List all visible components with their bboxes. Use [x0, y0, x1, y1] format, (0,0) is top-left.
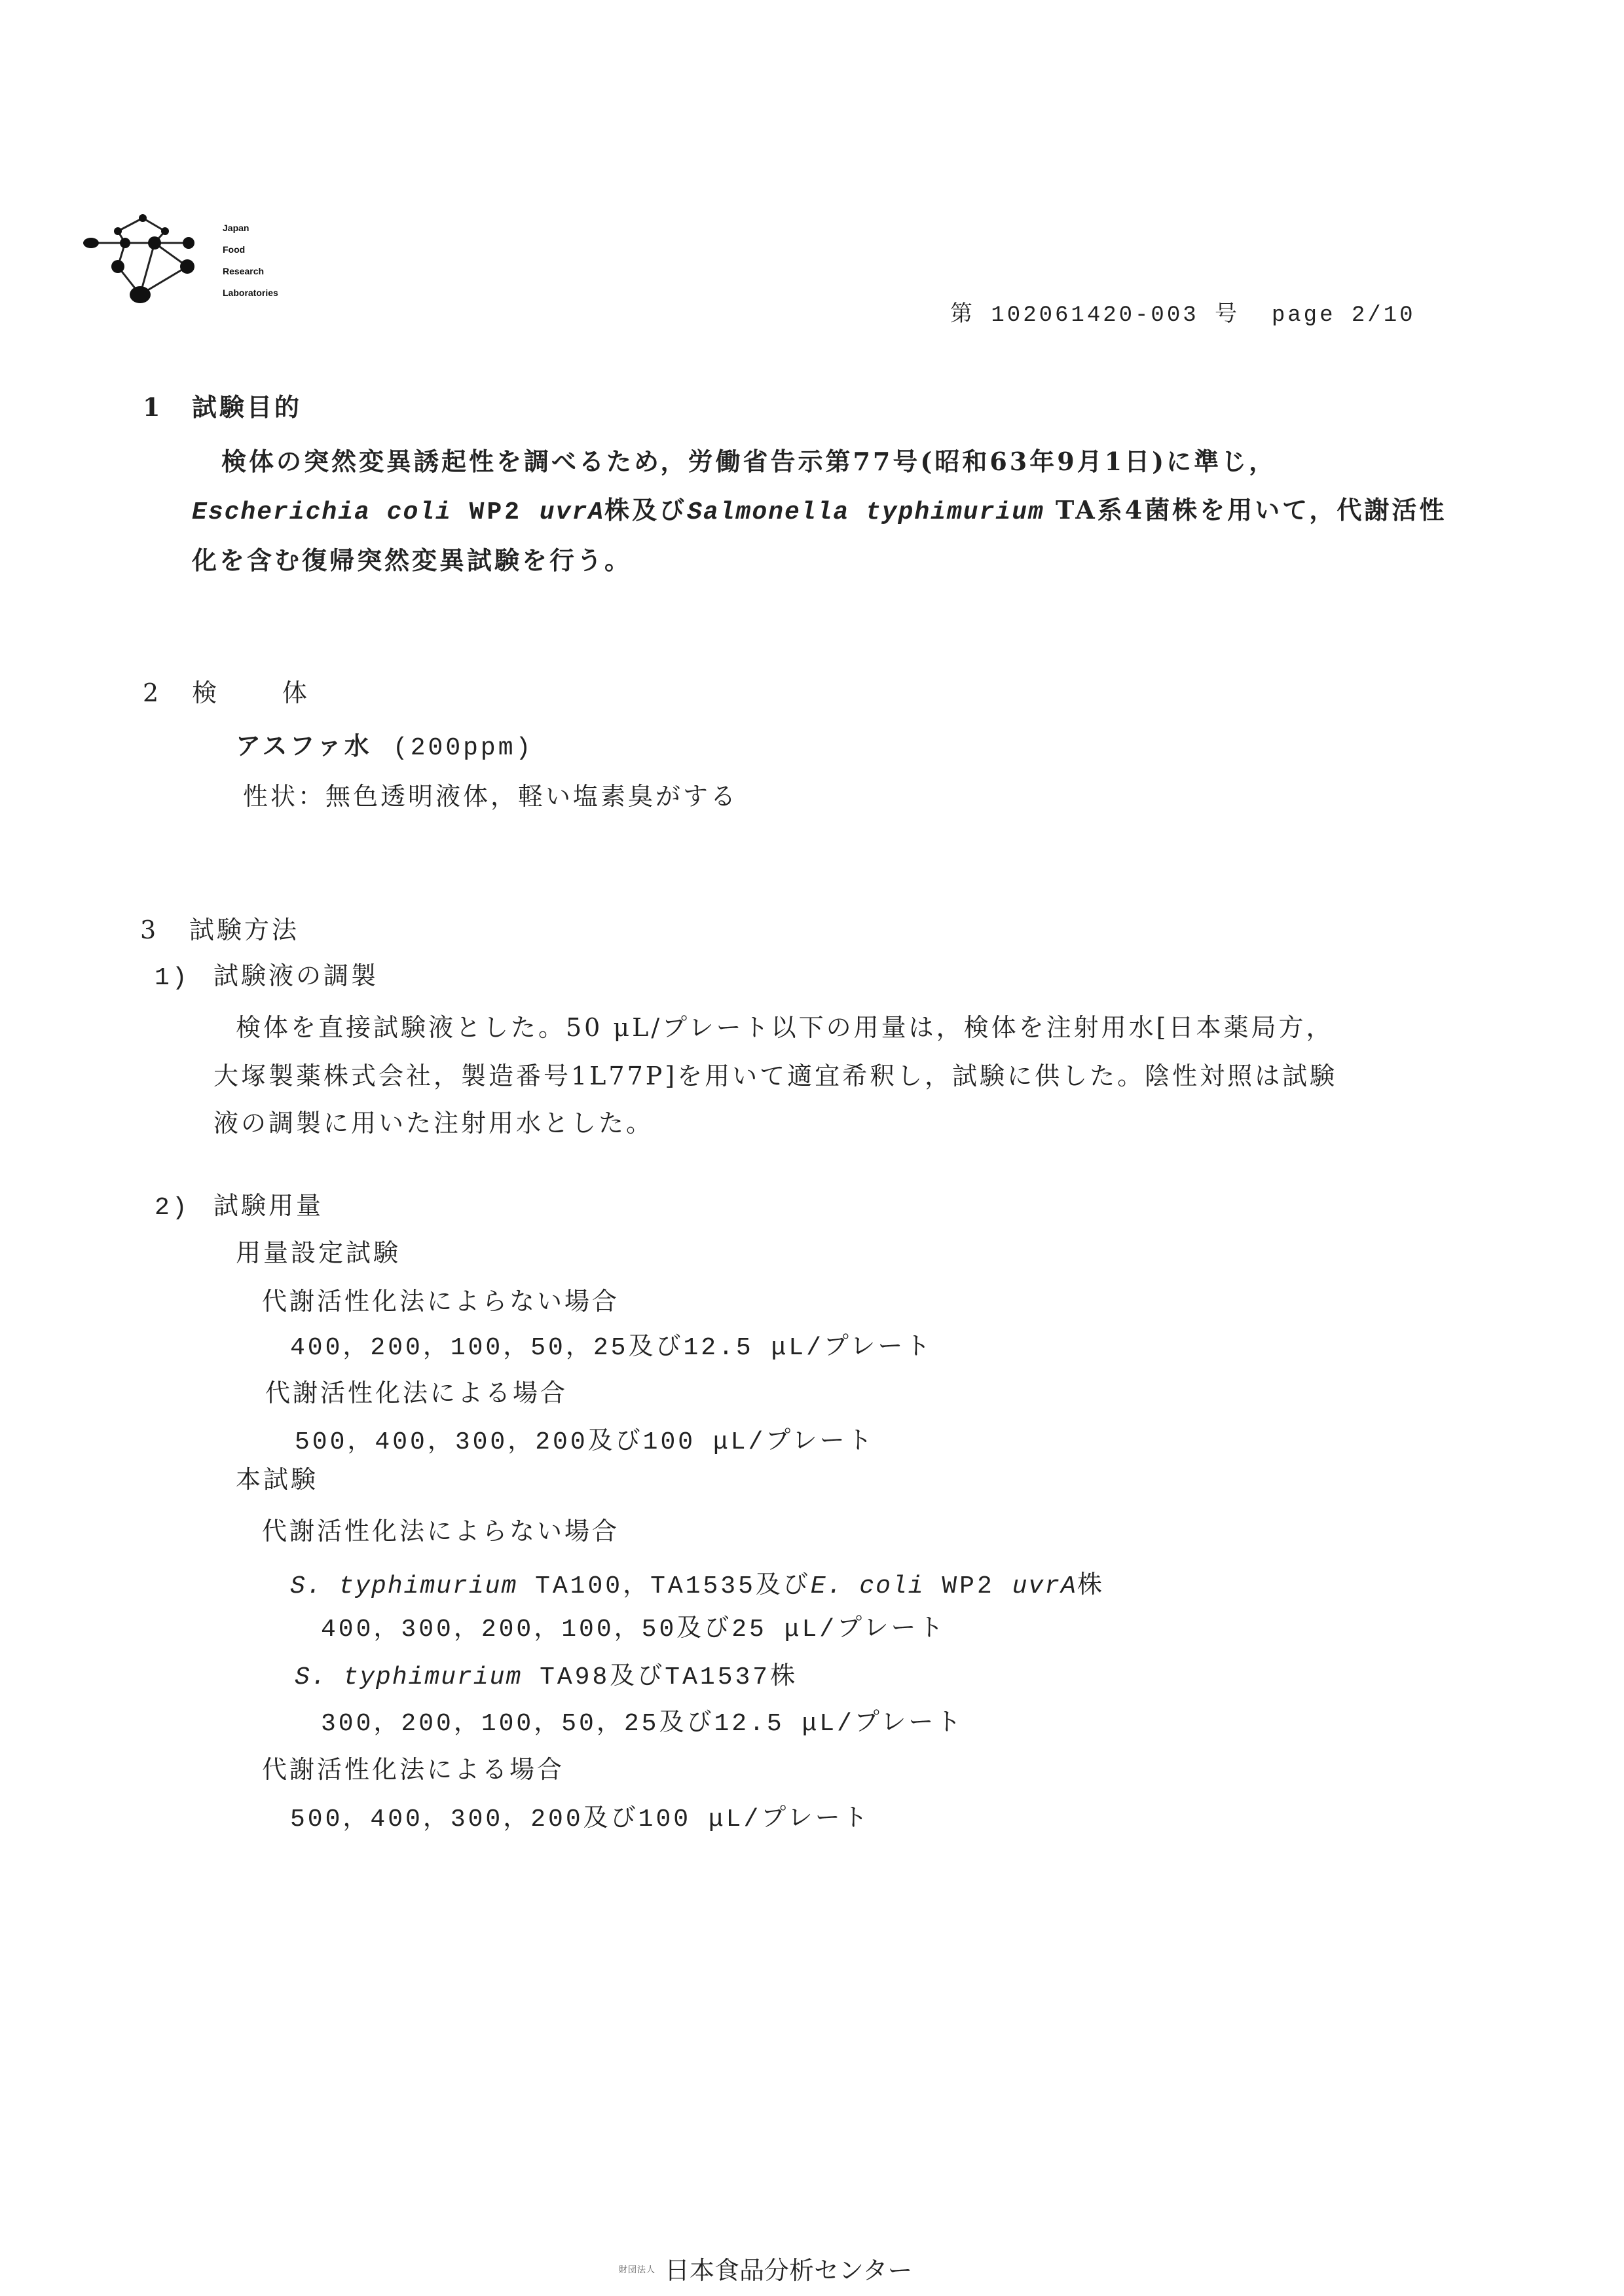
purpose-text-line-3: 化を含む復帰突然変異試験を行う。	[192, 546, 633, 575]
dose-list: 400，300，200，100，50及び25 μL/プレート	[321, 1616, 946, 1644]
section-1-heading	[143, 393, 302, 422]
purpose-text-line-2	[192, 496, 1447, 527]
subsection-2-heading	[155, 1191, 323, 1223]
subsection-1-heading	[155, 961, 378, 993]
section-number: 1	[143, 392, 163, 422]
jfrl-logo	[72, 203, 308, 314]
species-name: S. typhimurium	[295, 1663, 523, 1692]
logo-line-laboratories: Laboratories	[223, 287, 278, 298]
text-segment: TA98及びTA1537株	[522, 1663, 798, 1692]
strain-list-2	[295, 1661, 798, 1692]
text-segment: TA100，TA1535及び	[517, 1572, 811, 1601]
document-header	[950, 301, 1416, 330]
subsection-number: 2)	[155, 1194, 190, 1222]
preparation-text-line-2: 大塚製薬株式会社，製造番号1L77P]を用いて適宜希釈し，試験に供した。陰性対照は試験	[213, 1062, 1338, 1090]
section-number: 2	[143, 678, 162, 707]
dose-list: 300，200，100，50，25及び12.5 μL/プレート	[321, 1710, 964, 1738]
text-segment: WP2	[451, 498, 540, 527]
section-2-heading	[143, 678, 373, 707]
species-name: Escherichia coli	[192, 498, 452, 527]
section-title: 試験目的	[192, 392, 303, 422]
organization-name: 日本食品分析センター	[665, 2256, 913, 2285]
sample-name: アスファ水	[236, 731, 372, 760]
section-title: 検体	[192, 678, 373, 707]
organization-prefix: 財団法人	[619, 2265, 656, 2275]
document-number: 第 102061420-003 号	[950, 303, 1240, 328]
gene-name: uvrA	[1012, 1572, 1077, 1601]
with-activation-label: 代謝活性化法による場合	[265, 1379, 568, 1407]
text-segment: TA系4菌株を用いて，代謝活性	[1044, 495, 1447, 525]
purpose-text-line-1: 検体の突然変異誘起性を調べるため，労働省告示第77号(昭和63年9月1日)に準じ，	[221, 447, 1277, 476]
sample-property: 性状：無色透明液体，軽い塩素臭がする	[243, 782, 739, 811]
sample-name-line	[236, 731, 533, 763]
subsection-title: 試験用量	[213, 1191, 324, 1220]
strain-list-1	[290, 1570, 1105, 1601]
text-segment: 株及び	[604, 495, 688, 525]
subsection-number: 1)	[155, 964, 190, 992]
section-3-heading	[140, 916, 299, 944]
subsection-title: 試験液の調製	[213, 961, 379, 990]
sample-concentration: (200ppm)	[392, 734, 534, 762]
section-title: 試験方法	[189, 916, 300, 944]
preparation-text-line-1: 検体を直接試験液とした。50 μL/プレート以下の用量は，検体を注射用水[日本薬局方，	[236, 1013, 1334, 1042]
species-name: S. typhimurium	[290, 1572, 518, 1601]
logo-line-food: Food	[223, 244, 246, 255]
logo-line-research: Research	[223, 266, 265, 276]
dose-list: 500，400，300，200及び100 μL/プレート	[290, 1805, 870, 1834]
range-finding-title: 用量設定試験	[236, 1238, 401, 1267]
logo-text	[223, 217, 278, 304]
gene-name: uvrA	[539, 498, 605, 527]
page-number: page 2/10	[1271, 303, 1416, 328]
dose-list: 500，400，300，200及び100 μL/プレート	[295, 1428, 875, 1456]
species-name: E. coli	[810, 1572, 925, 1601]
preparation-text-line-3: 液の調製に用いた注射用水とした。	[213, 1109, 654, 1138]
text-segment: WP2	[924, 1572, 1012, 1601]
section-number: 3	[140, 916, 159, 944]
organization-footer	[619, 2256, 913, 2285]
with-activation-label: 代謝活性化法による場合	[262, 1755, 565, 1784]
species-name: Salmonella typhimurium	[687, 498, 1044, 527]
network-logo-icon	[72, 203, 219, 314]
text-segment: 株	[1077, 1570, 1105, 1599]
without-activation-label: 代謝活性化法によらない場合	[262, 1287, 620, 1316]
without-activation-label: 代謝活性化法によらない場合	[262, 1517, 620, 1546]
logo-line-japan: Japan	[223, 223, 249, 233]
main-test-title: 本試験	[236, 1465, 319, 1494]
dose-list: 400，200，100，50，25及び12.5 μL/プレート	[290, 1334, 933, 1362]
